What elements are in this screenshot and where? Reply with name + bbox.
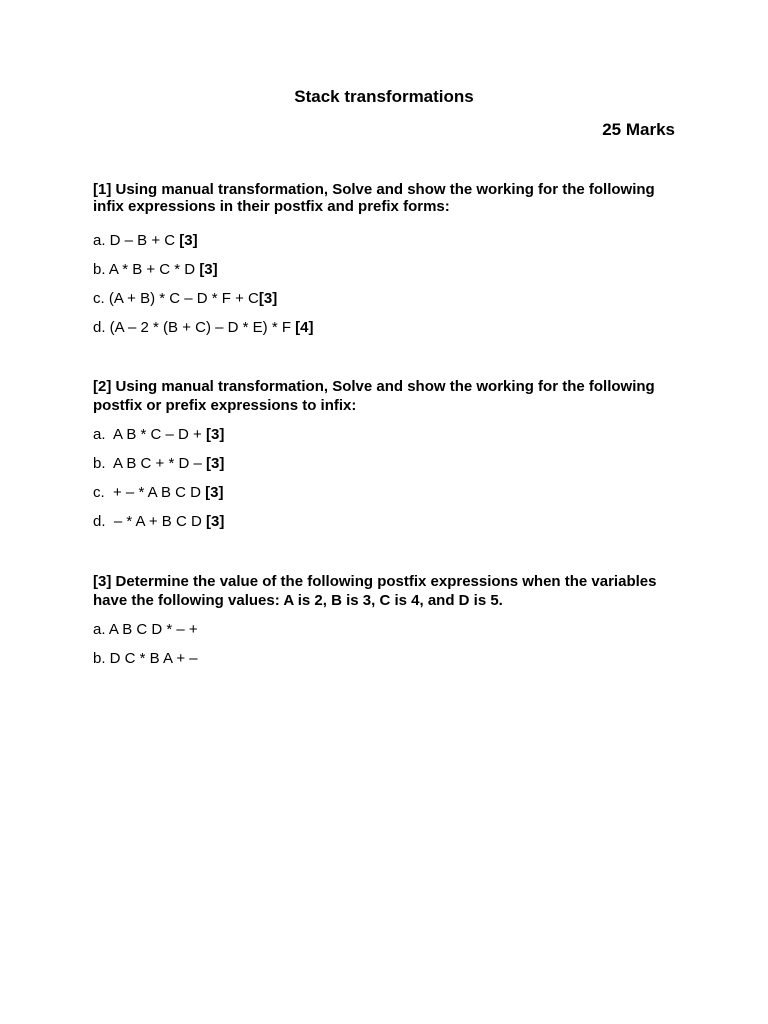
item-text: d. (A – 2 * (B + C) – D * E) * F [93,319,296,336]
item-text: a. A B C D * – + [93,621,198,638]
question-3-item-a [93,621,683,639]
question-1-prompt-line-1: [1] Using manual transformation, Solve and show the working for the following [93,181,655,198]
item-mark: [4] [295,319,314,336]
question-2-item-c [93,484,683,502]
question-1-item-a [93,232,683,250]
question-1-prompt [93,181,683,215]
item-text: b. D C * B A + – [93,650,198,667]
page-title: Stack transformations [294,87,474,106]
question-3 [93,572,683,668]
item-mark: [3] [205,484,224,501]
question-3-item-b [93,650,683,668]
question-1 [93,181,683,337]
item-text: c. + – * A B C D [93,484,206,501]
question-1-item-d [93,319,683,337]
item-text: c. (A + B) * C – D * F + C [93,290,259,307]
question-3-prompt-line-2: have the following values: A is 2, B is 3, C is 4, and D is 5. [93,592,503,609]
question-1-item-c [93,290,683,308]
question-2-prompt-line-2: postfix or prefix expressions to infix: [93,397,357,414]
question-2-item-d [93,513,683,531]
item-text: b. A * B + C * D [93,261,200,278]
question-3-prompt-line-1: [3] Determine the value of the following postfix expressions when the variables [93,573,657,590]
total-marks: 25 Marks [602,120,675,139]
item-mark: [3] [258,290,278,307]
item-mark: [3] [205,513,225,530]
item-text: a. D – B + C [93,232,180,249]
question-2-item-b [93,455,683,473]
question-1-prompt-line-2: infix expressions in their postfix and prefix forms: [93,198,450,215]
item-mark: [3] [205,426,225,443]
question-3-prompt [93,572,683,610]
item-text: d. – * A + B C D [93,513,206,530]
question-2-item-a [93,426,683,444]
question-1-item-b [93,261,683,279]
item-mark: [3] [199,261,218,278]
question-2-prompt [93,377,683,415]
item-mark: [3] [179,232,198,249]
item-text: b. A B C + * D – [93,455,206,472]
item-text: a. A B * C – D + [93,426,206,443]
question-2 [93,377,683,531]
item-mark: [3] [205,455,225,472]
question-2-prompt-line-1: [2] Using manual transformation, Solve and show the working for the following [93,378,655,395]
